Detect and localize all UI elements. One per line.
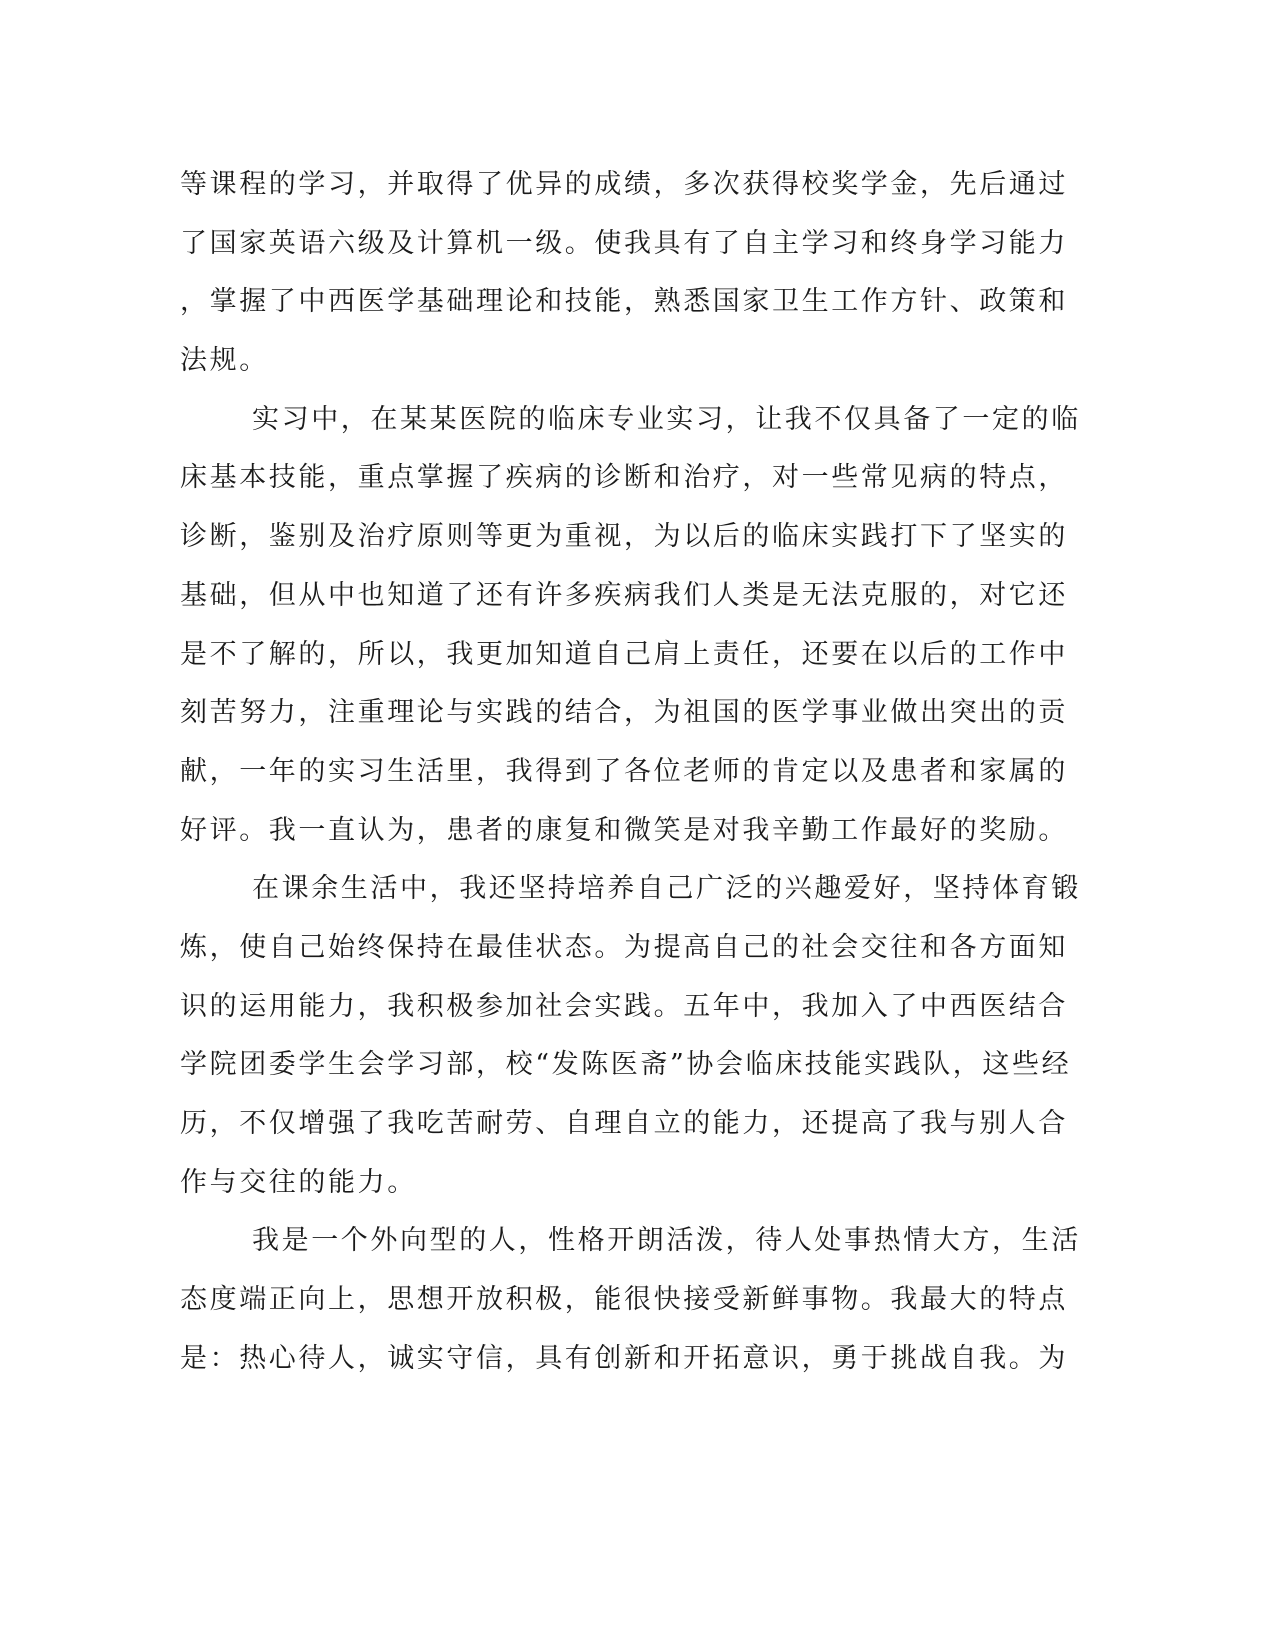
text-line: 炼，使自己始终保持在最佳状态。为提高自己的社会交往和各方面知 <box>180 931 1068 963</box>
text-line: 基础，但从中也知道了还有许多疾病我们人类是无法克服的，对它还 <box>180 579 1068 611</box>
text-line: 诊断，鉴别及治疗原则等更为重视，为以后的临床实践打下了坚实的 <box>180 521 1068 553</box>
text-line: 识的运用能力，我积极参加社会实践。五年中，我加入了中西医结合 <box>180 990 1068 1022</box>
text-line: 了国家英语六级及计算机一级。使我具有了自主学习和终身学习能力 <box>180 227 1068 259</box>
text-line: 作与交往的能力。 <box>180 1166 417 1198</box>
text-line: 床基本技能，重点掌握了疾病的诊断和治疗，对一些常见病的特点， <box>180 462 1068 494</box>
paragraph-first-line: 在课余生活中，我还坚持培养自己广泛的兴趣爱好，坚持体育锻 <box>252 873 1081 905</box>
body-text <box>180 156 1081 1388</box>
text-line: 历，不仅增强了我吃苦耐劳、自理自立的能力，还提高了我与别人合 <box>180 1108 1068 1139</box>
text-line: ，掌握了中西医学基础理论和技能，熟悉国家卫生工作方针、政策和 <box>180 286 1068 318</box>
text-line: 是不了解的，所以，我更加知道自己肩上责任，还要在以后的工作中 <box>180 638 1068 670</box>
paragraph-first-line: 实习中，在某某医院的临床专业实习，让我不仅具备了一定的临 <box>252 403 1081 435</box>
text-line: 等课程的学习，并取得了优异的成绩，多次获得校奖学金，先后通过 <box>180 169 1068 200</box>
text-line: 好评。我一直认为，患者的康复和微笑是对我辛勤工作最好的奖励。 <box>180 814 1068 846</box>
text-line: 态度端正向上，思想开放积极，能很快接受新鲜事物。我最大的特点 <box>180 1284 1068 1316</box>
text-line: 法规。 <box>180 345 269 377</box>
text-line: 学院团委学生会学习部，校“发陈医斋”协会临床技能实践队，这些经 <box>180 1049 1072 1081</box>
text-line: 献，一年的实习生活里，我得到了各位老师的肯定以及患者和家属的 <box>180 755 1068 787</box>
text-line: 刻苦努力，注重理论与实践的结合，为祖国的医学事业做出突出的贡 <box>180 697 1068 729</box>
text-line: 是：热心待人，诚实守信，具有创新和开拓意识，勇于挑战自我。为 <box>180 1342 1068 1374</box>
paragraph-first-line: 我是一个外向型的人，性格开朗活泼，待人处事热情大方，生活 <box>252 1225 1081 1257</box>
